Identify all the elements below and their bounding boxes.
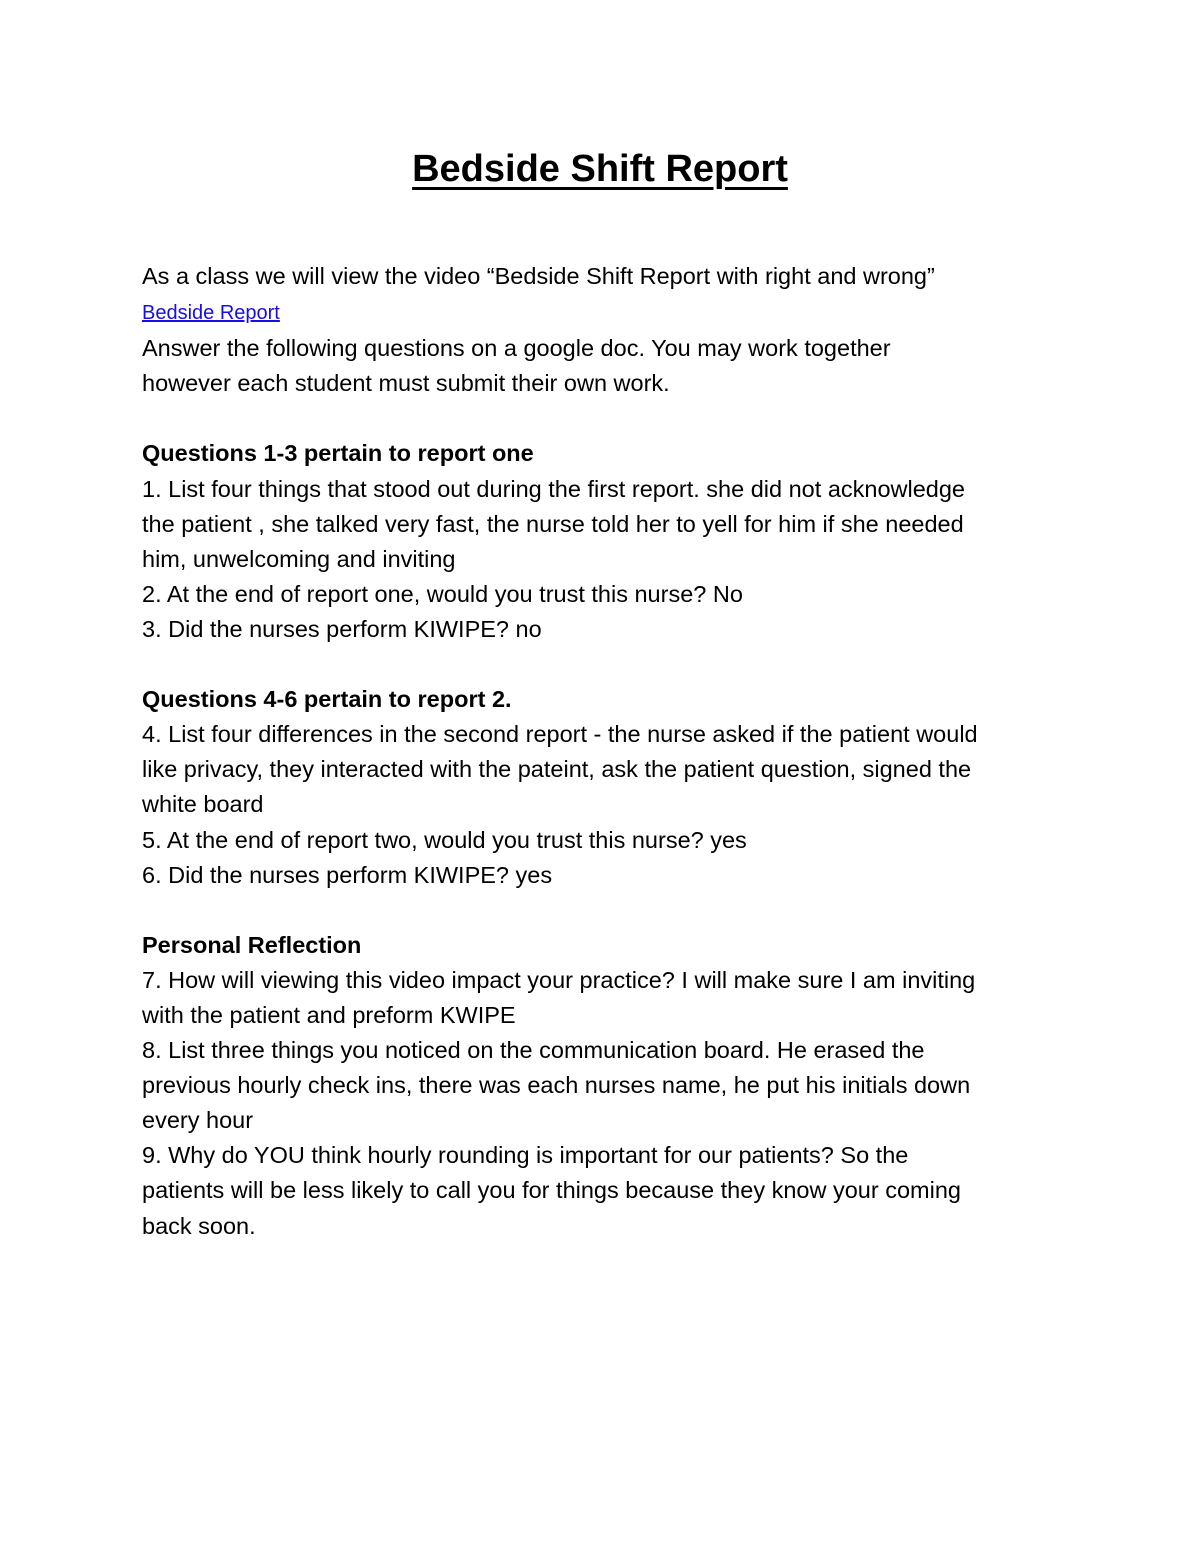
answer-line: 2. At the end of report one, would you trust this nurse? No [142,580,743,607]
paragraph-gap [142,401,1062,436]
answer-line: like privacy, they interacted with the pateint, ask the patient question, signed the [142,756,972,783]
answer-line: white board [142,791,264,818]
answer-line: 1. List four things that stood out during the first report. she did not acknowledge [142,475,965,502]
section-heading-report-one: Questions 1-3 pertain to report one [142,440,534,467]
answer-line: back soon. [142,1212,256,1239]
section-heading-personal-reflection: Personal Reflection [142,931,362,958]
answer-line: patients will be less likely to call you for things because they know your coming [142,1177,961,1204]
link-line [142,294,1062,331]
answer-line: the patient , she talked very fast, the nurse told her to yell for him if she needed [142,510,964,537]
document-title: Bedside Shift Report [412,148,788,190]
paragraph-gap [142,893,1062,928]
answer-line: 6. Did the nurses perform KIWIPE? yes [142,861,553,888]
instructions-line: Answer the following questions on a google doc. You may work together [142,335,891,362]
bedside-report-link[interactable]: Bedside Report [142,302,280,325]
intro-line: As a class we will view the video “Bedside Shift Report with right and wrong” [142,263,935,289]
answer-line: him, unwelcoming and inviting [142,545,456,572]
paragraph-gap [142,647,1062,682]
answer-line: previous hourly check ins, there was each nurses name, he put his initials down [142,1072,971,1099]
answer-line: 5. At the end of report two, would you trust this nurse? yes [142,826,747,853]
answer-line: 7. How will viewing this video impact your practice? I will make sure I am inviting [142,966,976,993]
answer-line: 9. Why do YOU think hourly rounding is important for our patients? So the [142,1142,909,1169]
answer-line: with the patient and preform KWIPE [142,1001,516,1028]
answer-line: 3. Did the nurses perform KIWIPE? no [142,615,542,642]
section-heading-report-two: Questions 4-6 pertain to report 2. [142,686,512,713]
answer-line: 4. List four differences in the second report - the nurse asked if the patient would [142,721,978,748]
document-body [142,259,1062,1244]
instructions-line: however each student must submit their own work. [142,370,670,397]
answer-line: 8. List three things you noticed on the communication board. He erased the [142,1037,925,1064]
answer-line: every hour [142,1107,254,1134]
